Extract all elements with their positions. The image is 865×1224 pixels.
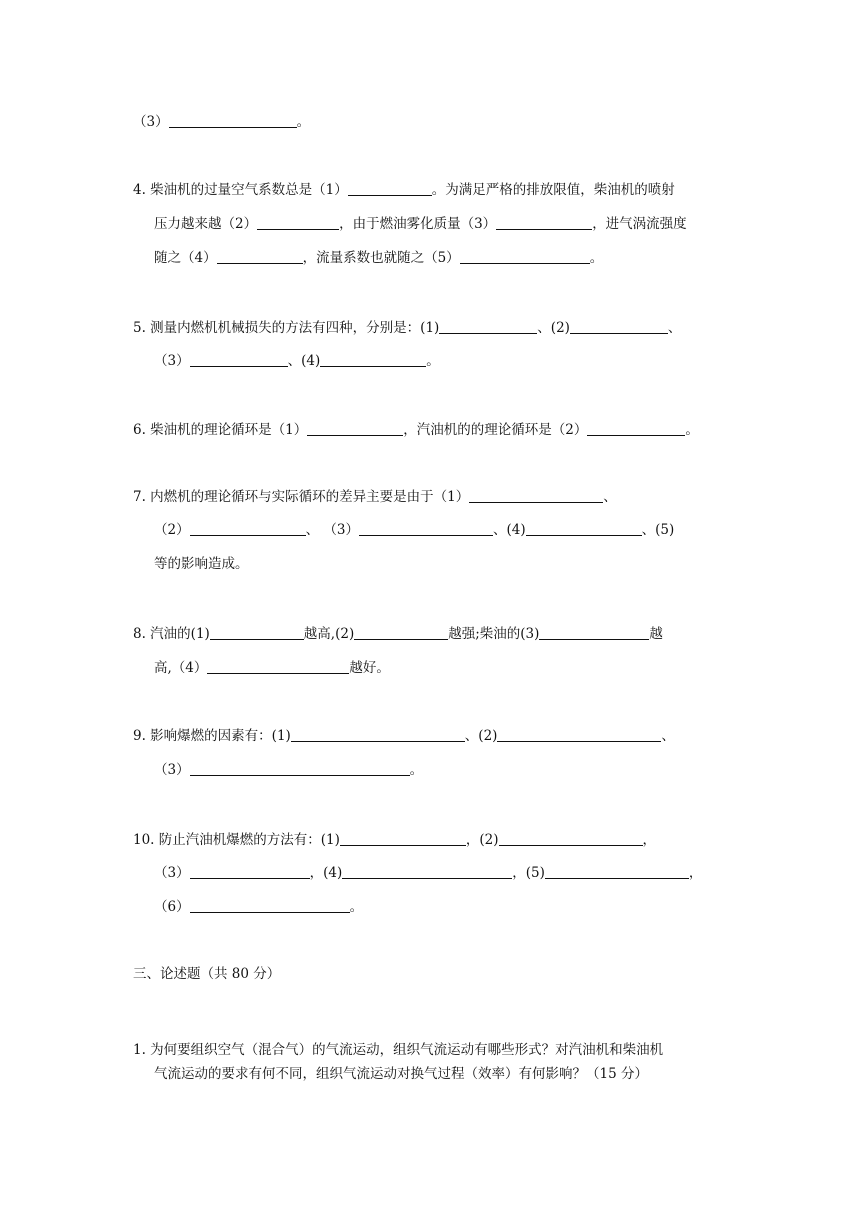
answer-blank[interactable] — [190, 898, 350, 913]
answer-blank[interactable] — [342, 864, 512, 879]
text: 随之（4） — [154, 250, 217, 266]
question-10-line-2 — [154, 863, 702, 883]
text: （3） — [154, 762, 190, 778]
answer-blank[interactable] — [359, 521, 493, 536]
question-5-line-1 — [133, 318, 681, 338]
text: ，由于燃油雾化质量（3） — [339, 216, 497, 232]
answer-blank[interactable] — [320, 352, 426, 367]
text: 。 — [426, 353, 440, 369]
text: 。 — [349, 899, 364, 915]
text: 、(4) — [287, 353, 321, 369]
text: （6） — [154, 899, 190, 915]
answer-blank[interactable] — [496, 215, 592, 230]
text: 8. 汽油的(1) — [133, 626, 210, 642]
text: ，汽油机的的理论循环是（2） — [403, 422, 588, 438]
text: ， — [642, 832, 657, 848]
essay-question-1-line-1 — [133, 1040, 663, 1060]
answer-blank[interactable] — [190, 761, 410, 776]
text: （3） — [154, 353, 190, 369]
answer-blank[interactable] — [348, 181, 432, 196]
text: 高,（4） — [154, 660, 208, 676]
text: 三、论述题（共 80 分） — [133, 966, 281, 982]
answer-blank[interactable] — [539, 625, 649, 640]
text: 越高,(2) — [303, 626, 355, 642]
answer-blank[interactable] — [210, 625, 304, 640]
text: 5. 测量内燃机机械损失的方法有四种，分别是：(1) — [133, 320, 440, 336]
text: 越强;柴油的(3) — [448, 626, 540, 642]
text: 压力越来越（2） — [154, 216, 258, 232]
text: 、 （3） — [305, 522, 359, 538]
text: 6. 柴油机的理论循环是（1） — [133, 422, 308, 438]
answer-blank[interactable] — [257, 215, 339, 230]
text: ，进气涡流强度 — [592, 216, 687, 232]
question-6 — [133, 420, 699, 440]
question-9-line-2 — [154, 760, 423, 780]
text: 、 — [661, 728, 675, 744]
essay-question-1-line-2 — [154, 1064, 648, 1084]
text: 、(4) — [492, 522, 526, 538]
answer-blank[interactable] — [340, 831, 466, 846]
text: 、 — [667, 320, 682, 336]
text: 4. 柴油机的过量空气系数总是（1） — [133, 182, 348, 198]
text: （3） — [133, 114, 169, 130]
answer-blank[interactable] — [291, 727, 465, 742]
text: 7. 内燃机的理论循环与实际循环的差异主要是由于（1） — [133, 489, 470, 505]
answer-blank[interactable] — [169, 113, 297, 128]
question-4-line-3 — [154, 248, 603, 268]
answer-blank[interactable] — [460, 249, 590, 264]
answer-blank[interactable] — [587, 421, 685, 436]
text: 9. 影响爆燃的因素有：(1) — [133, 728, 291, 744]
answer-blank[interactable] — [499, 831, 643, 846]
question-7-line-3 — [154, 554, 249, 574]
text: 、(2) — [464, 728, 498, 744]
text: 、(5) — [641, 522, 675, 538]
answer-blank[interactable] — [354, 625, 448, 640]
text: 。为满足严格的排放限值，柴油机的喷射 — [431, 182, 675, 198]
text: 、 — [603, 489, 617, 505]
text: ， — [688, 865, 703, 881]
text: （3） — [154, 865, 190, 881]
answer-blank[interactable] — [570, 319, 668, 334]
question-4-line-1 — [133, 180, 675, 200]
text: 。 — [409, 762, 424, 778]
answer-blank[interactable] — [217, 249, 303, 264]
section-heading — [133, 964, 280, 984]
question-9-line-1 — [133, 726, 675, 746]
answer-blank[interactable] — [526, 521, 642, 536]
text: 等的影响造成。 — [154, 556, 249, 572]
question-7-line-2 — [154, 520, 674, 540]
text: 。 — [589, 250, 604, 266]
text: ，流量系数也就随之（5） — [302, 250, 460, 266]
question-8-line-2 — [154, 658, 390, 678]
text: 。 — [296, 114, 311, 130]
answer-blank[interactable] — [497, 727, 661, 742]
answer-blank[interactable] — [545, 864, 689, 879]
q3-item3-line — [133, 112, 310, 132]
text: 越好。 — [349, 660, 390, 676]
answer-blank[interactable] — [190, 521, 306, 536]
text: 越 — [649, 626, 663, 642]
question-10-line-3 — [154, 897, 363, 917]
answer-blank[interactable] — [469, 488, 603, 503]
text: 气流运动的要求有何不同，组织气流运动对换气过程（效率）有何影响？（15 分） — [154, 1066, 648, 1082]
text: （2） — [154, 522, 190, 538]
text: ，(5) — [512, 865, 545, 881]
text: 。 — [685, 422, 699, 438]
question-8-line-1 — [133, 624, 663, 644]
answer-blank[interactable] — [439, 319, 537, 334]
answer-blank[interactable] — [190, 352, 288, 367]
answer-blank[interactable] — [307, 421, 403, 436]
question-5-line-2 — [154, 351, 440, 371]
question-4-line-2 — [154, 214, 687, 234]
answer-blank[interactable] — [190, 864, 310, 879]
text: 、(2) — [537, 320, 570, 336]
answer-blank[interactable] — [207, 659, 349, 674]
question-10-line-1 — [133, 830, 656, 850]
text: 10. 防止汽油机爆燃的方法有：(1) — [133, 832, 340, 848]
text: ，(4) — [309, 865, 343, 881]
text: ，(2) — [465, 832, 499, 848]
question-7-line-1 — [133, 487, 617, 507]
text: 1. 为何要组织空气（混合气）的气流运动，组织气流运动有哪些形式？对汽油机和柴油机 — [133, 1042, 664, 1058]
